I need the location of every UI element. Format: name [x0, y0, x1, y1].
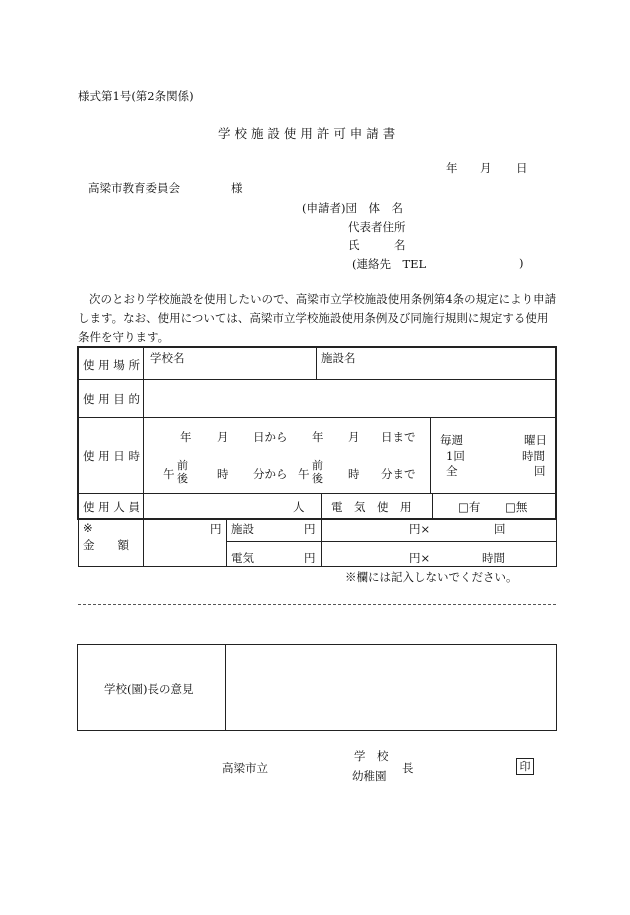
- date-year-label: 年: [446, 161, 458, 175]
- school-name-label: 学校名: [150, 351, 185, 365]
- representative-address-label: 代表者住所: [348, 220, 406, 234]
- contact-label: (連絡先 TEL: [352, 257, 427, 271]
- signature-kindergarten: 幼稚園: [352, 769, 387, 783]
- end-month-label: 月: [348, 430, 360, 444]
- start-hour-label: 時: [217, 467, 229, 481]
- fee-electric-hours: 時間: [482, 551, 505, 565]
- fee-mark: ※: [83, 521, 93, 535]
- row-divider-1: [78, 379, 556, 380]
- facility-name-label: 施設名: [321, 351, 356, 365]
- intro-text: 次のとおり学校施設を使用したいので、高梁市立学校施設使用条例第4条の規定により申請します。なお、使用については、高梁市立学校施設使用条例及び同施行規則に規定する使用条件を守ります。: [78, 292, 557, 344]
- group-name-label: (申請者)団 体 名: [302, 201, 403, 215]
- start-month-label: 月: [217, 430, 229, 444]
- fee-total-yen: 円: [210, 522, 222, 536]
- fee-right-border: [556, 519, 557, 566]
- once-label: 1回: [446, 449, 465, 463]
- electric-yes-checkbox[interactable]: □有: [458, 500, 481, 514]
- opinion-left-border: [77, 644, 78, 731]
- fee-facility-times: 回: [494, 522, 506, 536]
- fee-item-divider: [321, 519, 322, 566]
- datetime-label: 使 用 日 時: [83, 449, 140, 463]
- name-label: 氏 名: [348, 238, 406, 252]
- dashed-separator: [78, 604, 556, 605]
- total-label: 全: [446, 464, 458, 478]
- fee-label: 金 額: [83, 538, 129, 552]
- purpose-label: 使 用 目 的: [83, 392, 140, 406]
- opinion-label: 学校(園)長の意見: [104, 682, 194, 696]
- fee-left-border: [78, 519, 79, 566]
- fee-facility-yen: 円: [304, 522, 316, 536]
- end-hour-label: 時: [348, 467, 360, 481]
- fee-label-divider: [143, 519, 144, 566]
- end-year-label: 年: [312, 430, 324, 444]
- fee-amount-divider: [226, 519, 227, 566]
- persons-divider: [321, 494, 322, 519]
- persons-label: 使 用 人 員: [83, 500, 140, 514]
- hours-label: 時間: [522, 449, 545, 463]
- end-day-label: 日まで: [381, 430, 416, 444]
- weekly-label: 毎週: [440, 433, 463, 447]
- start-pm-label: 後: [177, 472, 188, 485]
- signature-city: 高梁市立: [222, 761, 268, 775]
- fee-bottom-border: [78, 566, 557, 567]
- intro-paragraph: [78, 290, 558, 347]
- fee-row-divider: [227, 541, 556, 542]
- fee-electric-calc: 円×: [409, 551, 431, 565]
- fee-facility-label: 施設: [231, 522, 254, 536]
- opinion-top-border: [77, 644, 557, 645]
- document-title: 学 校 施 設 使 用 許 可 申 請 書: [218, 126, 396, 141]
- start-am-pm-prefix: 午: [163, 467, 175, 481]
- date-day-label: 日: [516, 161, 528, 175]
- seal-stamp: 印: [516, 758, 534, 775]
- datetime-divider: [430, 418, 431, 493]
- date-month-label: 月: [480, 161, 492, 175]
- opinion-bottom-border: [77, 730, 557, 731]
- end-am-pm-prefix: 午: [298, 467, 310, 481]
- fee-note: ※欄には記入しないでください。: [345, 570, 518, 584]
- addressee: 高梁市教育委員会: [88, 181, 180, 195]
- weekday-label: 曜日: [524, 433, 547, 447]
- signature-principal: 長: [402, 761, 414, 775]
- table-bottom-border: [77, 518, 557, 520]
- place-label: 使 用 場 所: [83, 358, 140, 372]
- fee-electric-label: 電気: [231, 551, 254, 565]
- end-pm-label: 後: [312, 472, 323, 485]
- end-am-label: 前: [312, 459, 323, 472]
- start-minute-label: 分から: [253, 467, 288, 481]
- table-top-border: [77, 346, 557, 348]
- persons-unit: 人: [293, 500, 305, 514]
- start-am-label: 前: [177, 459, 188, 472]
- signature-school: 学 校: [354, 749, 389, 763]
- electric-divider: [432, 494, 433, 519]
- opinion-divider: [225, 644, 226, 731]
- opinion-right-border: [556, 644, 557, 731]
- fee-electric-yen: 円: [304, 551, 316, 565]
- row-divider-3: [78, 493, 556, 494]
- addressee-honorific: 様: [231, 181, 243, 195]
- fee-facility-calc: 円×: [409, 522, 431, 536]
- electric-use-label: 電 気 使 用: [331, 500, 412, 514]
- contact-close: ): [519, 256, 524, 270]
- end-minute-label: 分まで: [381, 467, 416, 481]
- row-divider-2: [78, 417, 556, 418]
- start-year-label: 年: [180, 430, 192, 444]
- form-number: 様式第1号(第2条関係): [78, 89, 194, 103]
- place-divider: [316, 347, 317, 380]
- electric-no-checkbox[interactable]: □無: [505, 500, 528, 514]
- times-label: 回: [534, 464, 546, 478]
- start-day-label: 日から: [253, 430, 288, 444]
